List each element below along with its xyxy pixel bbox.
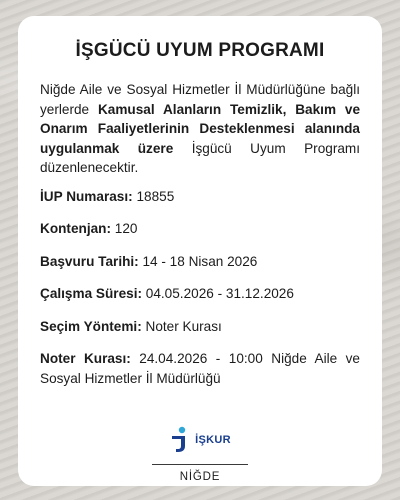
city-label: NİĞDE bbox=[179, 471, 221, 483]
field-value: 04.05.2026 - 31.12.2026 bbox=[145, 286, 294, 301]
logo-text: İŞKUR bbox=[195, 434, 231, 446]
iskur-logo-icon bbox=[169, 426, 191, 454]
intro-text-start: Niğde Aile ve Sosyal Hizmetler İl Müdürlüğüne bağlı yerlerde bbox=[40, 82, 360, 117]
intro-text-bold: Kamusal Alanların Temizlik, Bakım ve Onarım Faaliyetlerinin Desteklenmesi alanında uygulanmak üzere bbox=[40, 101, 361, 156]
field-value: Noter Kurası bbox=[145, 318, 222, 334]
intro-paragraph bbox=[40, 80, 360, 178]
field-iup-number bbox=[40, 187, 360, 207]
field-label: Başvuru Tarihi: bbox=[40, 253, 139, 269]
field-selection-method bbox=[40, 317, 360, 337]
intro-text-end: İşgücü Uyum Programı düzenlenecektir. bbox=[40, 140, 361, 175]
field-notary-draw bbox=[40, 349, 360, 388]
iskur-logo bbox=[169, 426, 231, 454]
field-label: Çalışma Süresi: bbox=[40, 286, 142, 301]
field-label: İUP Numarası: bbox=[40, 188, 133, 204]
page-title: İŞGÜCÜ UYUM PROGRAMI bbox=[75, 40, 325, 61]
field-work-period bbox=[40, 284, 360, 304]
field-value: 24.04.2026 - 10:00 Niğde Aile ve Sosyal Hizmetler İl Müdürlüğü bbox=[40, 351, 360, 386]
field-value: 18855 bbox=[136, 188, 175, 204]
field-label: Noter Kurası: bbox=[40, 351, 131, 366]
field-application-date bbox=[40, 252, 360, 272]
announcement-card bbox=[18, 16, 382, 486]
field-value: 120 bbox=[114, 221, 138, 236]
field-value: 14 - 18 Nisan 2026 bbox=[142, 253, 258, 269]
footer-divider bbox=[152, 464, 248, 465]
field-quota bbox=[40, 219, 360, 239]
field-label: Kontenjan: bbox=[40, 221, 111, 236]
field-label: Seçim Yöntemi: bbox=[40, 318, 142, 334]
footer-logo-block bbox=[18, 426, 382, 483]
